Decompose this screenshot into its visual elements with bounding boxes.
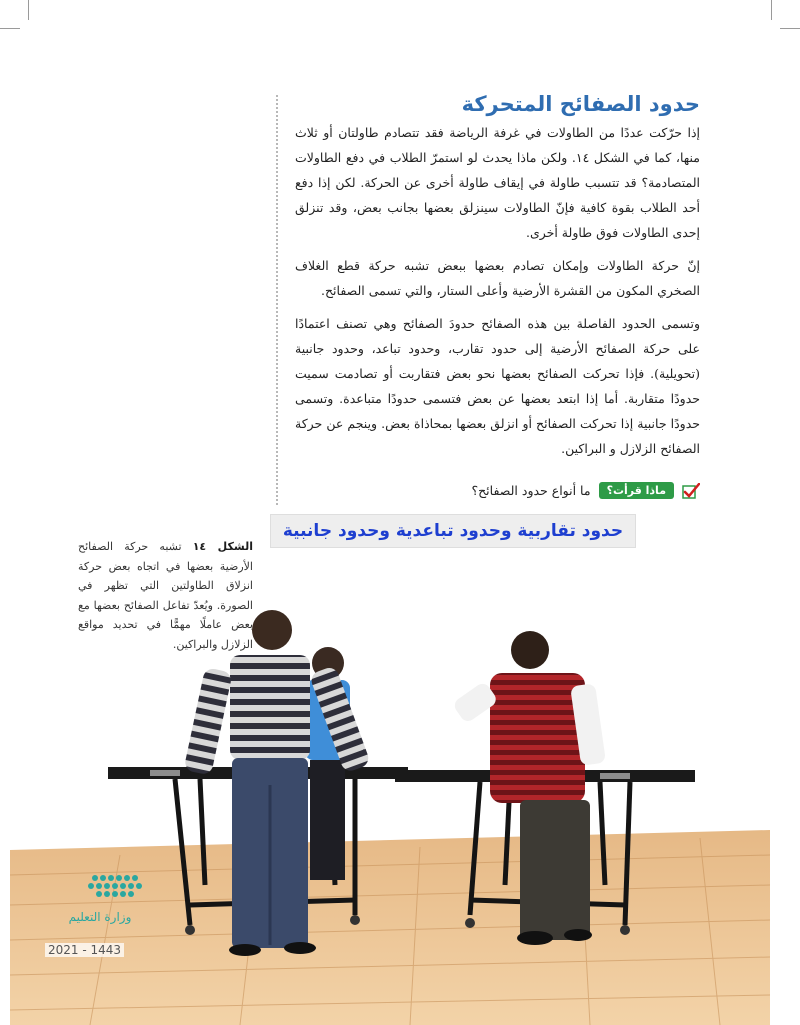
reading-check-badge: ماذا قرأت؟ — [599, 482, 674, 499]
figure-caption — [78, 537, 253, 654]
figure-caption-text: تشبه حركة الصفائح الأرضية بعضها في اتجاه بعض حركة انزلاق الطاولتين التي تظهر في الصورة. ويُعدّ تفاعل الصفائح بعضها مع بعض عاملًا مهمًّا في تحديد مواقع الزلازل والبراكين. — [78, 540, 253, 651]
crop-mark — [780, 28, 800, 29]
section-title: حدود الصفائح المتحركة — [461, 92, 700, 116]
reading-check — [471, 482, 700, 499]
paragraph-3: وتسمى الحدود الفاصلة بين هذه الصفائح حدودَ الصفائح وهي تصنف اعتمادًا على حركة الصفائح الأرضية إلى حدود تقارب، وحدود تباعد، وحدود جانبية (تحويلية). فإذا تحركت الصفائح بعضها نحو بعض فتقاربت أو تصادمت سميت حدودًا متقاربة. أما إذا ابتعد بعضها عن بعض فتسمى حدودًا متباعدة. وتسمى حدودًا جانبية إذا تحركت الصفائح أو انزلق بعضها بمحاذاة بعض. وينجم عن حركة الصفائح الزلازل و البراكين. — [295, 316, 700, 456]
answer-box: حدود تقاربية وحدود تباعدية وحدود جانبية — [270, 514, 636, 548]
ministry-logo-text: وزارة التعليم — [68, 910, 132, 924]
reading-check-question: ما أنواع حدود الصفائح؟ — [471, 483, 591, 498]
crop-mark — [28, 0, 29, 20]
checkmark-icon — [682, 483, 700, 499]
ministry-logo-icon — [45, 870, 185, 910]
paragraph-2: إنّ حركة الطاولات وإمكان تصادم بعضها ببعض تشبه حركة قطع الغلاف الصخري المكون من القشرة الأرضية وأعلى الستار، والتي تسمى الصفائح. — [295, 258, 700, 298]
figure-label: الشكل ١٤ — [192, 540, 253, 553]
crop-mark — [771, 0, 772, 20]
page-number: 2021 - 1443 — [45, 943, 124, 957]
paragraph-1: إذا حرّكت عددًا من الطاولات في غرفة الرياضة فقد تتصادم طاولتان أو ثلاث منها، كما في الشكل ١٤. ولكن ماذا يحدث لو استمرّ الطلاب في دفع الطاولات المتصادمة؟ قد تتسبب طاولة في إيقاف طاولة أخرى عن الحركة. لكن إذا دفع أحد الطلاب بقوة كافية فإنّ الطاولات سينزلق بعضها بجانب بعض، وقد تنزلق إحدى الطاولات فوق طاولة أخرى. — [295, 125, 700, 240]
column-divider — [276, 95, 278, 505]
crop-mark — [0, 28, 20, 29]
